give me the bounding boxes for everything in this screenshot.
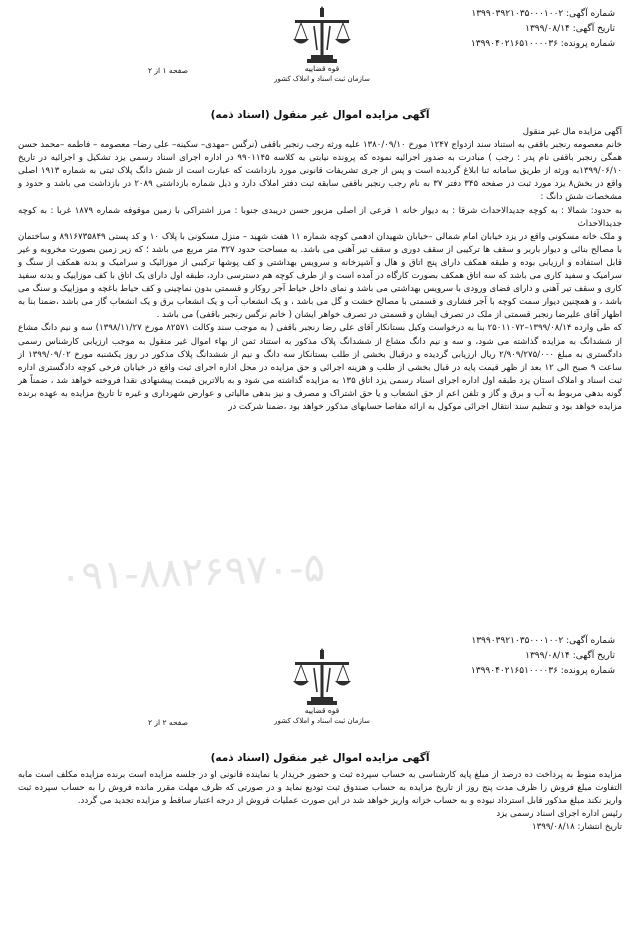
ad1-number: شماره آگهی: ۱۳۹۹۰۳۹۲۱۰۳۵۰۰۰۱۰۰۲ [471,9,615,19]
ad1-org-subname: سازمان ثبت اسناد و املاک کشور [274,75,370,83]
scales-emblem-icon [287,6,357,64]
ad2-case-number: شماره پرونده: ۱۳۹۹۰۴۰۲۱۶۵۱۰۰۰۰۳۶ [470,666,615,676]
ad2-title: آگهی مزایده اموال غیر منقول (اسناد ذمه) [210,752,430,764]
ad1-paragraph: به حدود: شمالا : به کوچه جدیدالاحداث شرقا : به دیوار خانه ۱ فرعی از اصلی مزبور حسن دریبدی جنوبا : مرز اشتراکی با زمین موقوفه شماره ۱۸۷۹ غربا : به کوچه جدیدالاحداث [18,205,622,229]
ad1-date: تاریخ آگهی: ۱۳۹۹/۰۸/۱۴ [525,24,615,34]
ad2-signature: رئیس اداره اجرای اسناد رسمی یزد [496,809,622,820]
ad1-judiciary-logo [262,6,382,84]
ad2-org-name: قوه قضاییه [304,706,340,715]
ad2-paragraph: مزایده منوط به پرداخت ده درصد از مبلغ پایه کارشناسی به حساب سپرده ثبت و حضور خریدار یا نماینده قانونی او در جلسه مزایده است برنده مزایده مکلف است مابه التفاوت مبلغ فروش را ظرف مدت پنج روز از تاریخ مزایده به حساب صندوق ثبت تودیع نماید و در صورتی که ظرف مهلت مقرر مانده فروش را به حساب سپرده ثبت واریز نکند مبلغ مذکور قابل استرداد نبوده و به حساب خزانه واریز خواهد شد در این صورت عملیات فروش از درجه اعتبار ساقط و مزایده تجدید می گردد. [18,770,622,807]
ad2-page-number: صفحه ۲ از ۲ [148,718,188,727]
ad1-body [18,126,622,414]
ad1-header [415,7,615,52]
ad1-paragraph-heading: آگهی مزایده مال غیر منقول [522,127,622,137]
ad1-title: آگهی مزایده اموال غیر منقول (اسناد ذمه) [210,109,430,121]
ad1-case-number: شماره پرونده: ۱۳۹۹۰۴۰۲۱۶۵۱۰۰۰۰۳۶ [470,39,615,49]
ad1-paragraph: که طی وارده ۱۳۹۹/۰۸/۱۴–۲۵۰۱۱۰۷۲ بنا به درخواست وکیل بستانکار آقای علی رضا رنجبر باقفی ( به موجب سند وکالت ۸۲۵۷۱ مورخ ۱۳۹۸/۱۱/۲۷) سه و نیم دانگ مشاع از ششدانگ به مزایده گذاشته می شود، و سه و نیم دانگ مشاع از ششدانگ پلاک مذکور به استناد ثمن از بهاء اموال غیر منقول به موجب ارزیابی کارشناس رسمی دادگستری به مبلغ ۲/۹۰۹/۲۷۵/۰۰۰ ریال ارزیابی گردیده و درقبال بخشی از طلب بستانکار سه دانگ و نیم از ششدانگ پلاک مذکور در روز یکشنبه مورخ ۱۳۹۹/۰۹/۰۲ از ساعت ۹ صبح الی ۱۲ بعد از ظهر قیمت پایه در قبال بخشی از طلب و هزینه اجرائی و حق مزایده در محل اداره اجرای ثبت واقع در خیابان فرخی کوچه دادگستری اداره ثبت اسناد و املاک استان یزد طبقه اول اداره اجرای اسناد رسمی یزد اتاق ۱۳۵ به مزایده گذاشته می شود و به بالاترین قیمت پیشنهادی نقدا فروخته خواهد شد ، ضمناً هر گونه بدهی مربوط به آب و برق و گاز و تلفن اعم از حق انشعاب و یا حق اشتراک و مصرف و نیز بدهی مالیاتی و عوارض شهرداری و غیره تا تاریخ مزایده به عهده برنده مزایده خواهد بود و تنظیم سند انتقال اجرائی موکول به ارائه مفاصا حسابهای مذکور خواهد بود ،ضمنا شرکت در [18,323,623,412]
ad2-header [415,634,615,679]
ad2-body [18,769,622,834]
phone-watermark: ۰۹۱-۸۸۲۶۹۷۰-۵ [59,544,326,601]
scales-emblem-icon [287,648,357,706]
ad2-publish-date: تاریخ انتشار: ۱۳۹۹/۰۸/۱۸ [532,822,622,833]
ad1-paragraph: خانم معصومه رنجبر باقفی به استناد سند ازدواج ۱۲۴۷ مورخ ۱۳۸۰/۰۹/۱۰ علیه ورثه رجب رنجبر باقفی (نرگس –مهدی– سکینه– علی رضا– معصومه – فاطمه –محمد حسن همگی رنجبر باقفی نام پدر : رجب ) مبادرت به صدور اجرائیه نموده که پرونده نیابتی به کلاسه ۹۹۰۱۱۴۵ در اداره اجرای اسناد رسمی یزد تشکیل و اجرائیه در تاریخ ۱۳۹۹/۰۶/۱۰به ورثه از طریق سامانه ثنا ابلاغ گردیده است و پس از جری تشریفات قانونی مورد بازداشت که عبارت است از شش دانگ پلاک ثبتی به شماره ۱۹۱۳ اصلی واقع در بخش۸ یزد مورد ثبت در صفحه ۳۴۵ دفتر ۳۷ به نام رجب رنجبر باقفی سابقه ثبت دفتر املاک دارد و ذیل شماره بازداشتی ۲۰۸۹ در بازداشت می باشد و حدود و مشخصات شش دانگ : [18,140,622,203]
ad2-date: تاریخ آگهی: ۱۳۹۹/۰۸/۱۴ [525,651,615,661]
ad1-paragraph: و ملک خانه مسکونی واقع در یزد خیابان امام شمالی –خیابان شهیدان ادهمی کوچه شماره ۱۱ هفت شهید – منزل مسکونی با پلاک ۱۰ و کد پستی ۸۹۱۶۷۳۵۸۴۹ و ساختمان با مصالح بنائی و دیوار باربر و سقف ها ترکیبی از سقف دوری و سقف تیر آهنی می باشد. به مساحت حدود ۳۲۷ متر مربع می باشد ؛ که زیر زمین بصورت مخروبه و غیر قابل استفاده و ارزیابی بوده و طبقه همکف دارای پنج اتاق و هال و آشپزخانه و سرویس بهداشتی و کف پوشها ترکیبی از موزائیک و سرامیک و بدنه همکف از سنگ و سرامیک و سفید کاری می باشد که سه اتاق همکف بصورت کارگاه در آمده است و از طرف کوچه هم دسترسی دارد، طبقه اول دارای یک اتاق با کف موزاییک و بدنه سفید کاری و سقف تیر آهنی و دارای فضای ورودی با سرویس بهداشتی می باشد و نمای داخل حیاط آجر روکار و قسمتی بدون نماچینی و کف حیاط باغچه و موزاییک و سنگ می باشد ، و همچنین دیوار سمت کوچه با آجر فشاری و قسمتی با مصالح خشت و گل می باشد ، و یک انشعاب آب و یک انشعاب برق و یک انشعاب گاز می باشد ،ضمنا بنا به اظهار آقای علیرضا رنجبر قسمتی از ملک در تصرف ایشان و قسمتی در تصرف خواهر ایشان ( خانم نرگس رنجبر باقفی) می باشد . [18,231,622,321]
ad1-org-name: قوه قضاییه [304,64,340,73]
ad2-org-subname: سازمان ثبت اسناد و املاک کشور [274,717,370,725]
ad2-number: شماره آگهی: ۱۳۹۹۰۳۹۲۱۰۳۵۰۰۰۱۰۰۲ [471,636,615,646]
ad1-page-number: صفحه ۱ از ۲ [148,66,188,75]
ad2-judiciary-logo [262,648,382,726]
